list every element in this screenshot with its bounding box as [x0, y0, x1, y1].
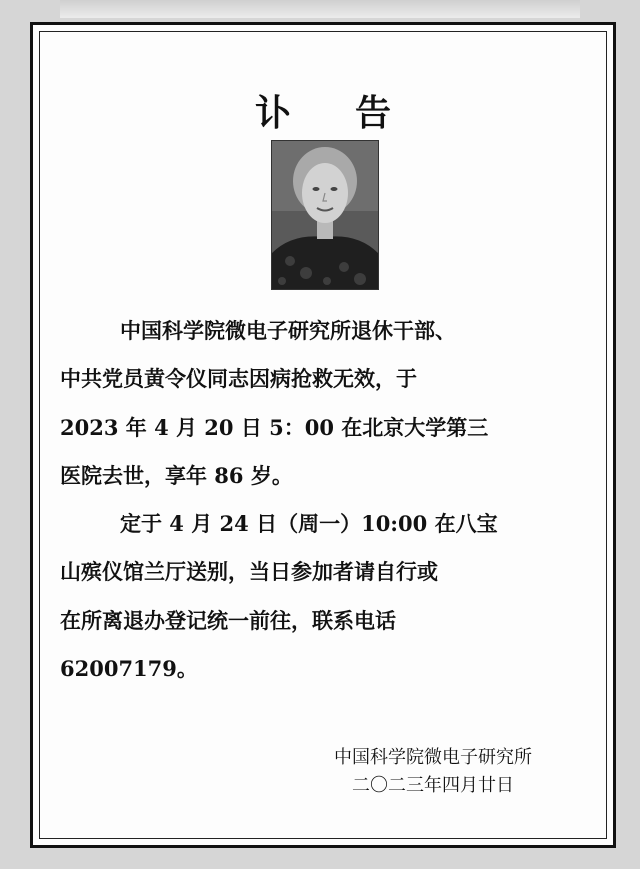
paragraph-2-line-2: 山殡仪馆兰厅送别，当日参加者请自行或 [60, 559, 438, 584]
paragraph-2-line-4: 62007179。 [60, 656, 198, 681]
paragraph-1-line-2: 中共党员黄令仪同志因病抢救无效，于 [60, 366, 417, 391]
obituary-notice [30, 22, 616, 848]
paragraph-2-line-1: 定于 4 月 24 日（周一）10:00 在八宝 [120, 511, 498, 536]
signature-organization: 中国科学院微电子研究所 [334, 747, 532, 768]
signature-date: 二〇二三年四月廿日 [352, 775, 514, 796]
paragraph-1-line-4: 医院去世，享年 86 岁。 [60, 463, 293, 488]
notice-title: 讣告 [254, 93, 455, 134]
paragraph-2-line-3: 在所离退办登记统一前往，联系电话 [60, 608, 396, 633]
portrait-photo [271, 140, 379, 290]
paragraph-1-line-3: 2023 年 4 月 20 日 5：00 在北京大学第三 [60, 415, 489, 440]
background-edge [60, 0, 580, 18]
paragraph-1-line-1: 中国科学院微电子研究所退休干部、 [120, 318, 456, 343]
